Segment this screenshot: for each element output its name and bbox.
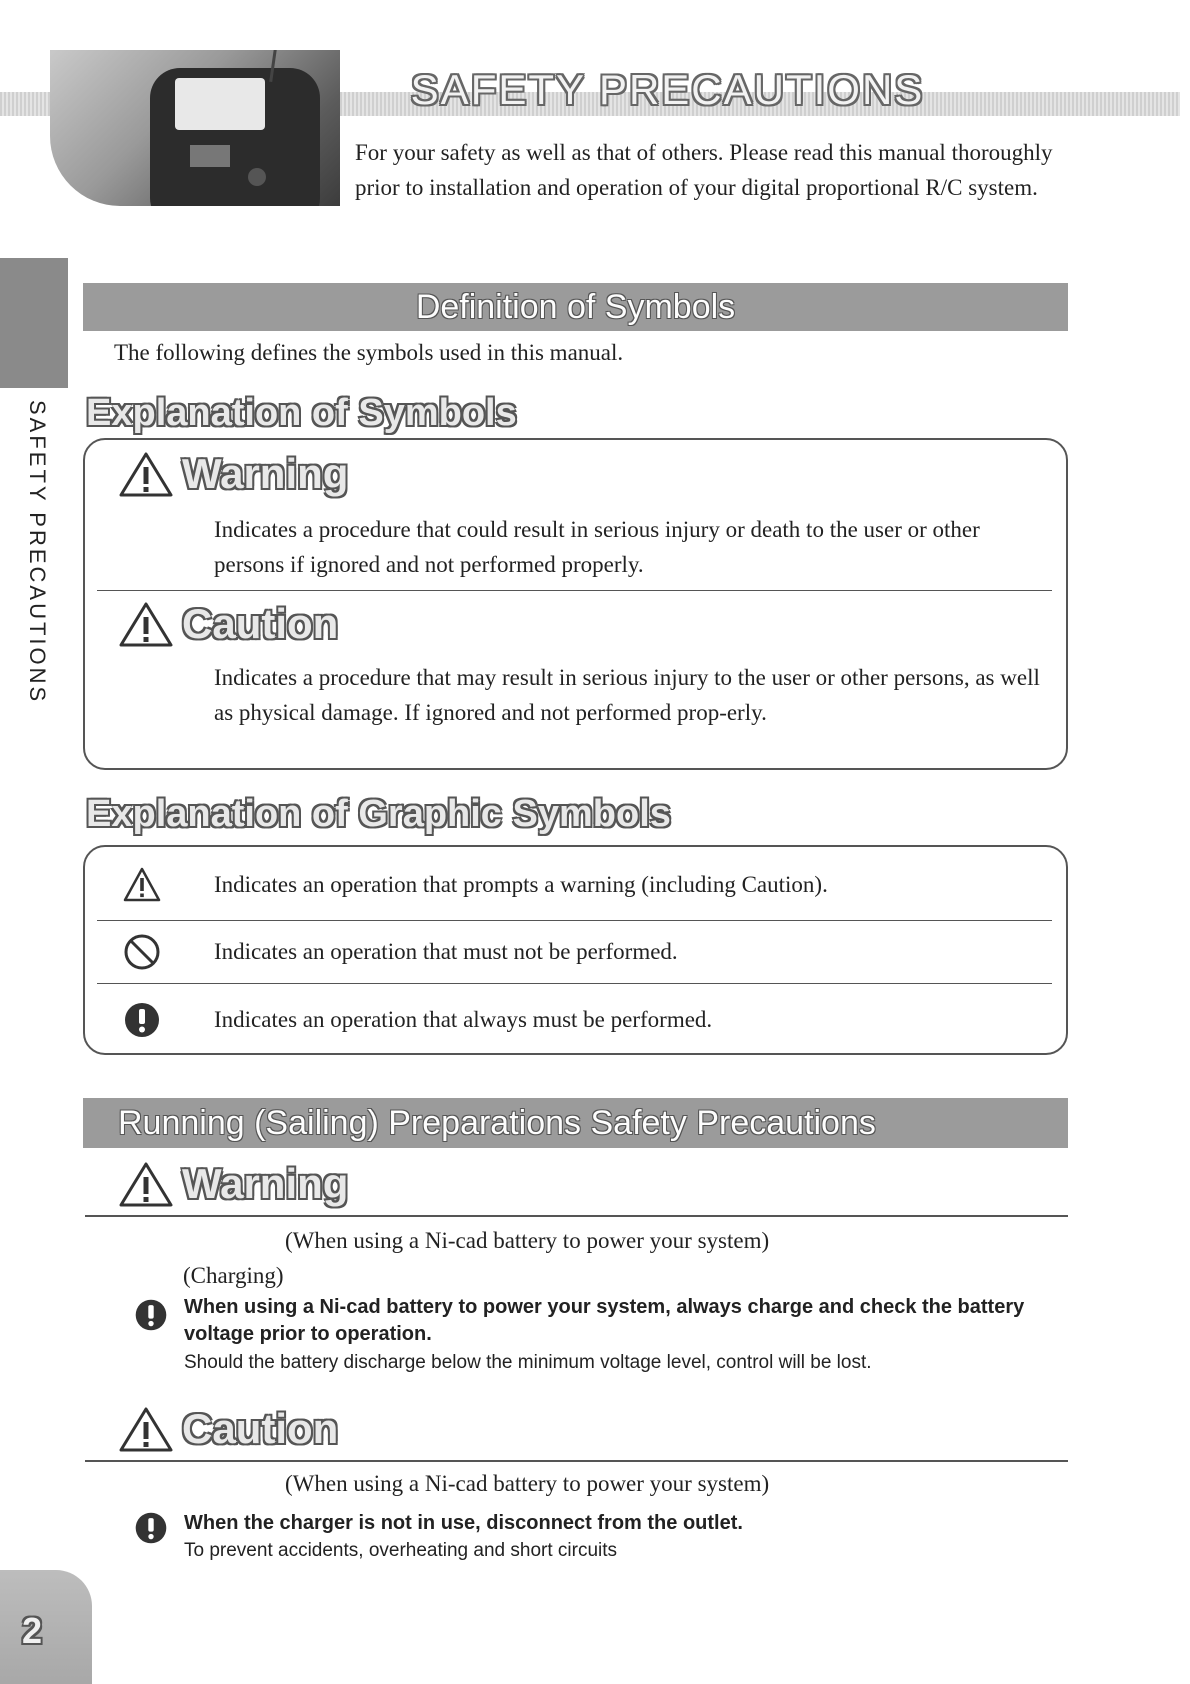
explanation-of-symbols-heading: Explanation of Symbols bbox=[86, 392, 517, 434]
page-number-tab bbox=[0, 1570, 92, 1684]
charging-label: (Charging) bbox=[183, 1263, 284, 1288]
page-title: SAFETY PRECAUTIONS bbox=[410, 66, 925, 113]
explanation-of-graphic-symbols-heading: Explanation of Graphic Symbols bbox=[86, 793, 671, 835]
warning-triangle-icon bbox=[122, 865, 162, 905]
warning-instruction-plain: Should the battery discharge below the minimum voltage level, control will be lost. bbox=[184, 1352, 872, 1373]
running-caution-heading bbox=[118, 1405, 338, 1453]
warning-label: Warning bbox=[182, 450, 349, 497]
warning-triangle-icon bbox=[118, 1160, 174, 1208]
side-tab-bar bbox=[0, 258, 68, 388]
graphic-divider bbox=[97, 983, 1052, 984]
warning-underline bbox=[85, 1215, 1068, 1217]
graphic-symbol-text-mandatory: Indicates an operation that always must be performed. bbox=[214, 1007, 713, 1032]
prohibited-icon bbox=[122, 932, 162, 972]
graphic-divider bbox=[97, 920, 1052, 921]
warning-definition: Indicates a procedure that could result in serious injury or death to the user or other persons if ignored and not performed properly. bbox=[214, 517, 980, 577]
warning-context: (When using a Ni-cad battery to power your system) bbox=[285, 1228, 770, 1253]
intro-text: For your safety as well as that of others. Please read this manual thoroughly prior to installation and operation of your digital proportional R/C system. bbox=[355, 140, 1053, 200]
symbols-divider bbox=[97, 590, 1052, 591]
graphic-symbol-row-mandatory bbox=[122, 1000, 162, 1045]
mandatory-icon bbox=[133, 1297, 169, 1333]
mandatory-icon bbox=[122, 1000, 162, 1040]
running-preparations-heading: Running (Sailing) Preparations Safety Precautions bbox=[83, 1098, 1068, 1148]
graphic-symbol-text-prohibited: Indicates an operation that must not be performed. bbox=[214, 939, 678, 964]
warning-triangle-icon bbox=[118, 600, 174, 648]
mandatory-icon bbox=[133, 1510, 169, 1546]
running-warning-heading bbox=[118, 1160, 348, 1208]
graphic-symbol-row-warning bbox=[122, 865, 162, 910]
caution-instruction-plain: To prevent accidents, overheating and short circuits bbox=[184, 1540, 618, 1561]
transmitter-screen bbox=[175, 78, 265, 130]
caution-label: Caution bbox=[182, 600, 339, 647]
running-warning-label: Warning bbox=[182, 1160, 349, 1207]
graphic-symbol-row-prohibited bbox=[122, 932, 162, 977]
caution-instruction-bold: When the charger is not in use, disconnect from the outlet. bbox=[184, 1512, 743, 1534]
transmitter-photo bbox=[50, 50, 340, 206]
caution-mandatory-marker bbox=[133, 1510, 169, 1551]
page-number: 2 bbox=[22, 1610, 43, 1651]
warning-heading bbox=[118, 450, 348, 498]
warning-triangle-icon bbox=[118, 1405, 174, 1453]
caution-underline bbox=[85, 1460, 1068, 1462]
running-caution-label: Caution bbox=[182, 1405, 339, 1452]
warning-instruction-bold: When using a Ni-cad battery to power your system, always charge and check the battery voltage prior to operation. bbox=[184, 1296, 1025, 1345]
transmitter-knob bbox=[248, 168, 266, 186]
definitions-note: The following defines the symbols used in this manual. bbox=[114, 340, 624, 365]
caution-heading bbox=[118, 600, 338, 648]
transmitter-panel bbox=[190, 145, 230, 167]
definition-of-symbols-heading: Definition of Symbols bbox=[83, 283, 1068, 331]
caution-definition: Indicates a procedure that may result in serious injury to the user or other persons, as well as physical damage. If ignored and not performed prop-erly. bbox=[214, 665, 1040, 725]
caution-context: (When using a Ni-cad battery to power your system) bbox=[285, 1471, 770, 1496]
graphic-symbol-text-warning: Indicates an operation that prompts a warning (including Caution). bbox=[214, 872, 828, 897]
warning-mandatory-marker bbox=[133, 1297, 169, 1338]
side-tab-label: SAFETY PRECAUTIONS bbox=[25, 400, 50, 705]
warning-triangle-icon bbox=[118, 450, 174, 498]
